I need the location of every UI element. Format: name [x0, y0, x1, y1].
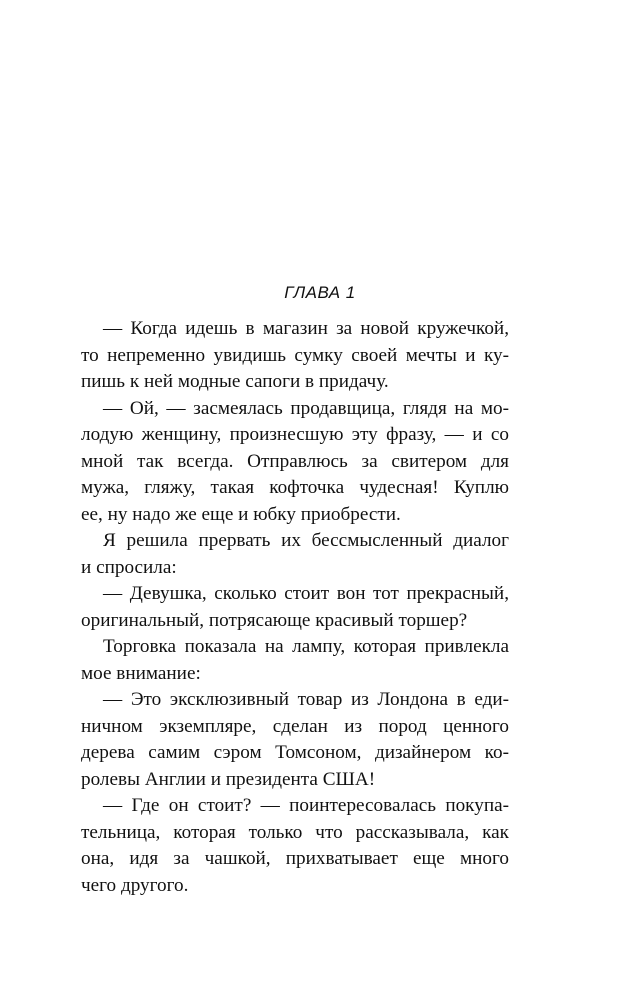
text-line: пишь к ней модные сапоги в придачу. — [81, 371, 389, 392]
text-line: — Девушка, сколько стоит вон тот прекрасный, — [103, 583, 509, 604]
text-line: дерева самим сэром Томсоном, дизайнером ко- — [81, 742, 509, 763]
text-line: — Это эксклюзивный товар из Лондона в еди- — [103, 689, 509, 710]
text-line: ничном экземпляре, сделан из пород ценного — [81, 715, 509, 737]
text-line: — Когда идешь в магазин за новой кружечкой, — [103, 318, 509, 339]
text-line: и спросила: — [81, 556, 177, 578]
chapter-heading: ГЛАВА 1 — [284, 283, 356, 302]
text-line: мной так всегда. Отправлюсь за свитером для — [81, 450, 509, 472]
text-line: лодую женщину, произнесшую эту фразу, — и со — [81, 424, 509, 445]
text-line: чего другого. — [81, 874, 189, 896]
text-line: мое внимание: — [81, 662, 201, 684]
text-line: мужа, гляжу, такая кофточка чудесная! Куплю — [81, 477, 509, 498]
text-line: — Где он стоит? — поинтересовалась покупа- — [103, 795, 509, 816]
text-line: то непременно увидишь сумку своей мечты и ку- — [81, 344, 509, 366]
text-line: она, идя за чашкой, прихватывает еще много — [81, 848, 509, 869]
text-line: тельница, которая только что рассказывала, как — [81, 821, 509, 843]
text-line: оригинальный, потрясающе красивый торшер? — [81, 609, 468, 631]
text-line: Я решила прервать их бессмысленный диалог — [103, 530, 509, 551]
text-line: — Ой, — засмеялась продавщица, глядя на мо- — [103, 397, 509, 419]
text-line: Торговка показала на лампу, которая привлекла — [103, 636, 509, 657]
chapter-text — [81, 316, 509, 899]
text-line: ее, ну надо же еще и юбку приобрести. — [81, 503, 401, 525]
text-line: ролевы Англии и президента США! — [81, 768, 376, 790]
